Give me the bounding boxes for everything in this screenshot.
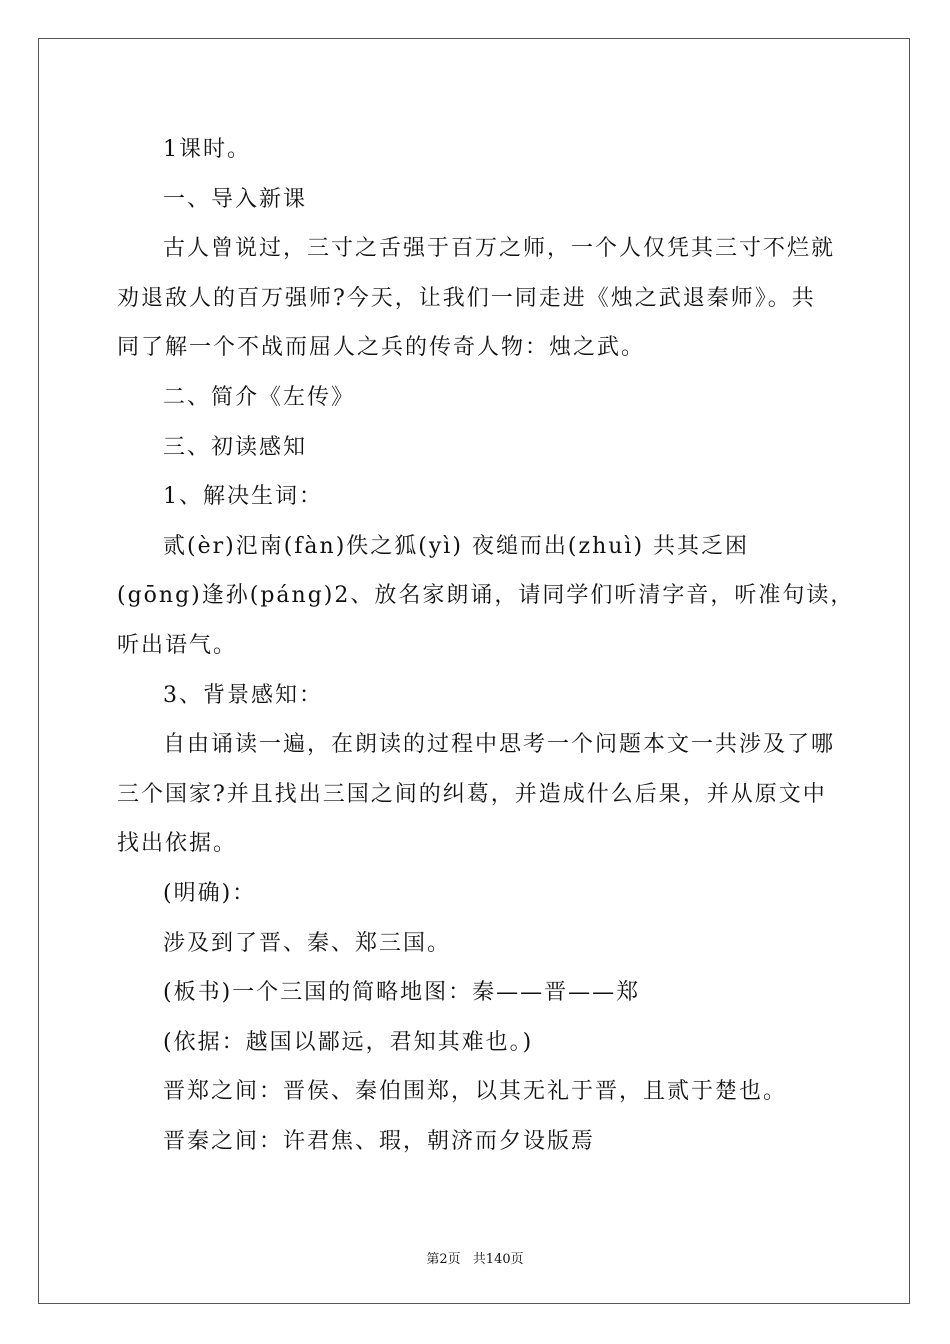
paragraph-line: 听出语气。 [117,632,238,658]
paragraph-line: (明确)： [163,880,257,906]
page-total: 共140页 [472,1252,524,1267]
paragraph-line: (gōng)逢孙(páng)2、放名家朗诵，请同学们听清字音，听准句读， [117,583,855,609]
paragraph-line: 1课时。 [163,137,251,162]
document-body [117,125,855,1166]
paragraph-line: 同了解一个不战而屈人之兵的传奇人物：烛之武。 [117,335,646,361]
section-heading: 三、初读感知 [163,434,308,460]
paragraph-line: 自由诵读一遍，在朗读的过程中思考一个问题本文一共涉及了哪 [163,732,836,758]
paragraph-line: 三个国家?并且找出三国之间的纠葛，并造成什么后果，并从原文中 [117,781,827,807]
paragraph-line: 贰(èr)氾南(fàn)佚之狐(yì) 夜缒而出(zhuì) 共其乏困 [163,533,750,559]
paragraph-line: (板书)一个三国的简略地图：秦——晋——郑 [163,980,641,1006]
section-heading: 一、导入新课 [163,186,308,212]
paragraph-line: 劝退敌人的百万强师?今天，让我们一同走进《烛之武退秦师》。共 [117,285,816,311]
page-number: 第2页 [426,1252,461,1267]
subsection-heading: 3、背景感知： [163,682,323,708]
paragraph-line: 找出依据。 [117,831,238,857]
subsection-heading: 1、解决生词： [163,484,323,510]
page-footer [0,1248,950,1267]
paragraph-line: 涉及到了晋、秦、郑三国。 [163,930,452,956]
section-heading: 二、简介《左传》 [163,384,356,410]
paragraph-line: 晋秦之间：许君焦、瑕，朝济而夕设版焉 [163,1128,596,1154]
paragraph-line: (依据：越国以鄙远，君知其难也。) [163,1029,534,1055]
paragraph-line: 晋郑之间：晋侯、秦伯围郑，以其无礼于晋，且贰于楚也。 [163,1079,788,1105]
paragraph-line: 古人曾说过，三寸之舌强于百万之师，一个人仅凭其三寸不烂就 [163,236,836,262]
